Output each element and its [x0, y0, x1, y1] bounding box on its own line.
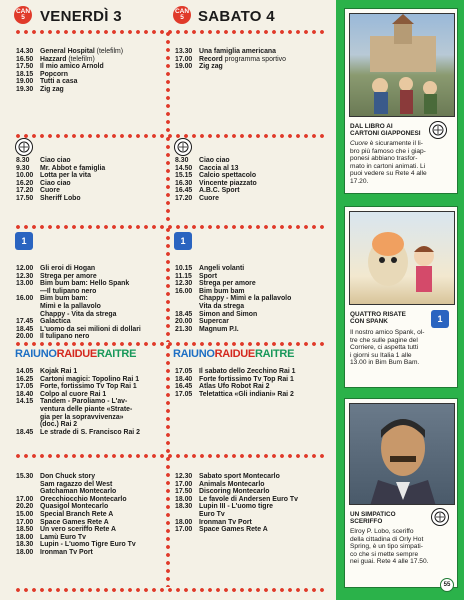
card1-title: DAL LIBRO AI CARTONI GIAPPONESI — [350, 123, 421, 137]
schedule-program: Colpo al cuore Rai 1 — [40, 390, 107, 398]
schedule-program: Cuore — [199, 194, 219, 202]
schedule-program: Lotta per la vita — [40, 172, 91, 180]
schedule-time — [16, 288, 40, 296]
schedule-program: Kojak Rai 1 — [40, 368, 78, 375]
schedule-row — [175, 48, 325, 56]
schedule-row — [175, 273, 327, 281]
schedule-row — [175, 180, 325, 188]
separator-vert-3 — [166, 226, 170, 342]
schedule-time: 18.30 — [16, 541, 34, 549]
schedule-program: L'uomo da sei milioni di dollari — [40, 325, 141, 333]
schedule-program: Le strade di S. Francisco Rai 2 — [40, 428, 140, 436]
schedule-time: 17.45 — [16, 318, 34, 326]
schedule-program: (doc.) Rai 2 — [40, 421, 78, 429]
schedule-row — [16, 172, 166, 180]
separator-vert-4 — [166, 343, 170, 455]
schedule-time: 10.15 — [175, 265, 193, 272]
schedule-program: General Hospital (telefilm) — [40, 48, 124, 55]
schedule-row — [175, 376, 327, 384]
schedule-row — [16, 549, 168, 557]
schedule-program: Animals Montecarlo — [199, 480, 265, 488]
schedule-row — [16, 311, 168, 319]
schedule-program: Orecchiocchio Montecarlo — [40, 495, 127, 503]
schedule-program: —Il tulipano nero — [40, 287, 97, 295]
card3-text-line: nei guai. Rete 4 alle 17.50. — [350, 558, 429, 566]
schedule-program: Una famiglia americana — [199, 48, 276, 55]
schedule-program: Space Games Rete A — [40, 518, 109, 526]
schedule-program: Sheriff Lobo — [40, 194, 81, 202]
schedule-program: Vincente piazzato — [199, 179, 257, 187]
schedule-row — [16, 78, 166, 86]
schedule-program: Tutti a casa — [40, 78, 78, 86]
schedule-time: 9.30 — [16, 164, 30, 172]
schedule-program: Simon and Simon — [199, 310, 258, 318]
schedule-row — [175, 311, 327, 319]
schedule-program: Caccia al 13 — [199, 164, 239, 172]
schedule-program: Cartoni magici: Topolino Rai 1 — [40, 375, 140, 383]
schedule-row — [16, 326, 168, 334]
it1-saturday-list — [175, 265, 327, 333]
schedule-row — [16, 503, 168, 511]
ch5-friday-list — [16, 48, 166, 94]
spank-cartoon-image — [349, 211, 455, 305]
card3-euro-logo-icon — [431, 508, 449, 526]
card3-text-line: della cittadina di Orly Hot — [350, 535, 424, 543]
schedule-program: Sport — [199, 272, 217, 280]
schedule-program: Tandem - Paroliamo - L'av- — [40, 398, 128, 406]
schedule-time — [16, 488, 40, 496]
schedule-program: Strega per amore — [199, 280, 256, 288]
schedule-row — [16, 180, 166, 188]
schedule-program: Magnum P.I. — [199, 325, 239, 333]
schedule-program: Teletattica «Gli indiani» Rai 2 — [199, 390, 294, 398]
schedule-time: 17.00 — [16, 518, 34, 526]
schedule-program: Bim bum bam — [199, 287, 245, 295]
card-spank — [344, 206, 458, 388]
schedule-program: Don Chuck story — [40, 473, 96, 480]
schedule-time: 17.20 — [16, 187, 34, 195]
schedule-time: 17.05 — [16, 383, 34, 391]
card1-text-line: ponesi abbiano trasfor- — [350, 155, 418, 163]
card-lobo — [344, 398, 458, 588]
schedule-time — [16, 414, 40, 422]
schedule-time: 16.30 — [175, 179, 193, 187]
schedule-row — [16, 511, 168, 519]
schedule-program: Chappy - Mimì e la pallavolo — [199, 295, 292, 303]
schedule-time: 8.30 — [175, 157, 189, 164]
schedule-program: Mr. Abbot e famiglia — [40, 164, 106, 172]
schedule-time: 17.50 — [16, 63, 34, 71]
schedule-row — [16, 383, 168, 391]
schedule-time: 16.50 — [16, 55, 34, 63]
card2-text-line: 13.00 in Bim Bum Bam. — [350, 359, 420, 367]
schedule-program: Special Branch Rete A — [40, 510, 114, 518]
schedule-row — [175, 511, 327, 519]
schedule-row — [16, 473, 168, 481]
separator-vert-2 — [166, 135, 170, 225]
schedule-time: 16.25 — [16, 375, 34, 383]
schedule-row — [175, 526, 327, 534]
schedule-row — [175, 318, 327, 326]
schedule-note: (telefilm) — [94, 48, 124, 55]
schedule-row — [16, 368, 168, 376]
schedule-time: 17.00 — [16, 495, 34, 503]
schedule-row — [16, 496, 168, 504]
schedule-row — [175, 187, 325, 195]
schedule-time: 8.30 — [16, 157, 30, 164]
schedule-row — [175, 368, 327, 376]
schedule-program: Space Games Rete A — [199, 526, 268, 534]
channel5-logo-icon: CAN 5 — [14, 6, 32, 24]
schedule-row — [16, 526, 168, 534]
schedule-program: Lupin III - L'uomo tigre — [199, 503, 273, 511]
schedule-program: Gli eroi di Hogan — [40, 265, 96, 272]
schedule-program: Chappy - Vita da strega — [40, 310, 117, 318]
schedule-row — [175, 280, 327, 288]
separator-bottom — [14, 586, 324, 594]
card2-text — [350, 329, 456, 367]
schedule-time: 18.40 — [16, 390, 34, 398]
schedule-time: 17.00 — [175, 480, 193, 488]
mc-friday-list — [16, 473, 168, 557]
schedule-time — [16, 406, 40, 414]
schedule-row — [16, 157, 166, 165]
schedule-time: 12.30 — [175, 280, 193, 288]
schedule-time — [175, 511, 199, 519]
schedule-row — [16, 265, 168, 273]
schedule-time: 17.50 — [16, 194, 34, 202]
schedule-program: A.B.C. Sport — [199, 187, 240, 195]
schedule-time: 20.00 — [16, 333, 34, 341]
schedule-time: 11.15 — [175, 272, 192, 280]
card1-text-line: mato in cartoni animati. Li — [350, 162, 426, 170]
card3-text — [350, 528, 456, 566]
schedule-row — [16, 86, 166, 94]
schedule-row — [16, 406, 168, 414]
card2-text-line: tre che sulle pagine del — [350, 336, 418, 344]
card3-text-line: Elroy P. Lobo, sceriffo — [350, 528, 414, 535]
schedule-time: 14.50 — [175, 164, 193, 172]
schedule-program: Supercar — [199, 318, 229, 326]
schedule-row — [175, 488, 327, 496]
schedule-row — [175, 295, 327, 303]
schedule-row — [175, 496, 327, 504]
schedule-program: Ironman Tv Port — [40, 548, 93, 556]
schedule-row — [16, 165, 166, 173]
schedule-row — [16, 414, 168, 422]
schedule-time — [175, 303, 199, 311]
card1-text-line: Cuore è sicuramente il li- — [350, 140, 423, 147]
rai-saturday-list — [175, 368, 327, 398]
schedule-program: Atlas Ufo Robot Rai 2 — [199, 383, 270, 391]
it1-friday-list — [16, 265, 168, 341]
schedule-row — [175, 473, 327, 481]
euro-saturday-list — [175, 157, 325, 203]
schedule-time — [16, 421, 40, 429]
schedule-time: 17.20 — [175, 194, 193, 202]
ch5-saturday-list — [175, 48, 325, 71]
schedule-program: Bim bum bam: — [40, 295, 88, 303]
euro-tv-logo-icon-right — [174, 138, 192, 156]
day-title-saturday: SABATO 4 — [198, 8, 275, 25]
schedule-program: Zig zag — [40, 85, 64, 93]
card3-text-line: co che si mette sempre — [350, 550, 419, 558]
schedule-row — [16, 488, 168, 496]
schedule-time: 13.00 — [16, 280, 34, 288]
sheriff-lobo-photo — [349, 403, 455, 505]
page-number: 55 — [440, 578, 454, 592]
schedule-program: Il tulipano nero — [40, 333, 90, 341]
schedule-row — [16, 63, 166, 71]
schedule-row — [175, 56, 325, 64]
schedule-program: Discoring Montecarlo — [199, 488, 270, 496]
schedule-program: Galactica — [40, 318, 71, 326]
schedule-time: 18.45 — [16, 428, 34, 436]
schedule-row — [175, 172, 325, 180]
schedule-row — [175, 195, 325, 203]
separator-vert-1 — [166, 30, 170, 134]
card-cuore — [344, 8, 458, 194]
schedule-time: 17.05 — [175, 390, 193, 398]
schedule-program: Forte, fortissimo Tv Top Rai 1 — [40, 383, 137, 391]
schedule-time: 16.00 — [16, 295, 34, 303]
separator-vert-5 — [166, 455, 170, 587]
schedule-time — [16, 311, 40, 319]
schedule-program: Gatchaman Montecarlo — [40, 488, 117, 496]
schedule-program: gia per la sopravvivenza» — [40, 413, 124, 421]
schedule-time: 18.45 — [16, 325, 34, 333]
schedule-program: Strega per amore — [40, 272, 97, 280]
card1-text — [350, 140, 456, 186]
schedule-program: Zig zag — [199, 63, 223, 71]
schedule-time: 18.15 — [16, 70, 34, 78]
schedule-program: Hazzard (telefilm) — [40, 55, 95, 63]
schedule-program: Ciao ciao — [199, 157, 230, 164]
schedule-row — [175, 265, 327, 273]
card2-title: QUATTRO RISATE CON SPANK — [350, 311, 406, 325]
schedule-row — [175, 519, 327, 527]
schedule-time: 18.00 — [16, 533, 34, 541]
schedule-time: 18.00 — [16, 548, 34, 556]
schedule-row — [16, 481, 168, 489]
schedule-time: 17.00 — [175, 55, 193, 63]
schedule-row — [175, 503, 327, 511]
schedule-program: Quasigol Montecarlo — [40, 503, 109, 511]
schedule-time: 16.20 — [16, 179, 34, 187]
schedule-row — [175, 165, 325, 173]
schedule-time: 15.00 — [16, 510, 34, 518]
schedule-row — [16, 303, 168, 311]
schedule-time: 14.30 — [16, 48, 34, 55]
card1-text-line: puoi vedere su Rete 4 alle — [350, 170, 427, 178]
sidebar — [336, 0, 464, 600]
schedule-program: Mimì e la pallavolo — [40, 302, 101, 310]
schedule-time: 13.30 — [175, 48, 193, 55]
schedule-row — [16, 376, 168, 384]
rai-logo-left: RAIUNORAIDUERAITRE — [15, 348, 137, 360]
italia1-logo-icon-right: 1 — [174, 232, 192, 250]
schedule-row — [16, 48, 166, 56]
cuore-cartoon-image — [349, 13, 455, 117]
italia1-logo-icon: 1 — [15, 232, 33, 250]
schedule-row — [16, 280, 168, 288]
schedule-row — [175, 481, 327, 489]
schedule-row — [175, 288, 327, 296]
schedule-time: 17.50 — [175, 488, 193, 496]
schedule-program: Lamù Euro Tv — [40, 533, 86, 541]
schedule-program: Cuore — [40, 187, 60, 195]
schedule-row — [175, 63, 325, 71]
schedule-program: Ciao ciao — [40, 157, 71, 164]
schedule-program: Il mio amico Arnold — [40, 63, 104, 71]
schedule-row — [16, 429, 168, 437]
schedule-time — [16, 481, 40, 489]
schedule-program: ventura delle piante «Strate- — [40, 405, 133, 413]
schedule-program: Popcorn — [40, 70, 68, 78]
card1-euro-logo-icon — [429, 121, 447, 139]
schedule-program: Bim bum bam: Hello Spank — [40, 280, 130, 288]
schedule-row — [16, 56, 166, 64]
schedule-time: 17.05 — [175, 368, 193, 375]
schedule-row — [16, 534, 168, 542]
schedule-time — [175, 295, 199, 303]
schedule-row — [175, 391, 327, 399]
schedule-time: 18.00 — [175, 518, 193, 526]
schedule-time: 16.45 — [175, 383, 193, 391]
schedule-time: 16.00 — [175, 287, 193, 295]
schedule-time: 15.30 — [16, 473, 34, 480]
schedule-time: 19.00 — [16, 78, 34, 86]
card2-text-line: i giorni su Italia 1 alle — [350, 351, 412, 359]
schedule-time: 18.50 — [16, 526, 34, 534]
schedule-program: Le favole di Andersen Euro Tv — [199, 495, 298, 503]
schedule-row — [16, 541, 168, 549]
schedule-program: Euro Tv — [199, 510, 225, 518]
schedule-program: Un vero sceriffo Rete A — [40, 526, 116, 534]
schedule-program: Sabato sport Montecarlo — [199, 473, 280, 480]
schedule-program: Ironman Tv Port — [199, 518, 252, 526]
schedule-row — [16, 71, 166, 79]
schedule-note: programma sportivo — [222, 55, 286, 63]
card2-text-line: Il nostro amico Spank, ol- — [350, 329, 425, 336]
schedule-time: 19.30 — [16, 85, 34, 93]
euro-friday-list — [16, 157, 166, 203]
schedule-row — [16, 421, 168, 429]
schedule-note: (telefilm) — [66, 55, 95, 63]
schedule-program: Record programma sportivo — [199, 55, 286, 63]
mc-saturday-list — [175, 473, 327, 534]
schedule-program: Calcio spettacolo — [199, 172, 257, 180]
schedule-time — [16, 303, 40, 311]
rai-friday-list — [16, 368, 168, 436]
schedule-program: Angeli volanti — [199, 265, 245, 272]
card1-text-line: bro più famoso che i giap- — [350, 147, 426, 155]
schedule-time: 18.00 — [175, 495, 193, 503]
schedule-row — [16, 187, 166, 195]
schedule-program: Vita da strega — [199, 302, 245, 310]
schedule-row — [175, 157, 325, 165]
card1-text-line: 17.20. — [350, 177, 369, 185]
schedule-row — [175, 383, 327, 391]
schedule-row — [16, 295, 168, 303]
schedule-time: 21.30 — [175, 325, 193, 333]
schedule-row — [16, 318, 168, 326]
schedule-time: 18.40 — [175, 375, 193, 383]
day-title-friday: VENERDÌ 3 — [40, 8, 122, 25]
schedule-row — [16, 288, 168, 296]
card2-italia1-logo-icon: 1 — [431, 310, 449, 328]
schedule-program: Ciao ciao — [40, 179, 71, 187]
schedule-row — [16, 195, 166, 203]
schedule-program: Sam ragazzo del West — [40, 480, 113, 488]
schedule-time: 12.00 — [16, 265, 34, 272]
schedule-time: 18.30 — [175, 503, 193, 511]
euro-tv-logo-icon — [15, 138, 33, 156]
schedule-time: 10.00 — [16, 172, 34, 180]
schedule-time: 14.05 — [16, 368, 34, 375]
schedule-program: Lupin - L'uomo Tigre Euro Tv — [40, 541, 136, 549]
schedule-program: Il sabato dello Zecchino Rai 1 — [199, 368, 296, 375]
schedule-row — [175, 326, 327, 334]
schedule-time: 18.45 — [175, 310, 193, 318]
schedule-time: 17.00 — [175, 526, 193, 534]
schedule-time: 12.30 — [16, 272, 34, 280]
schedule-row — [16, 398, 168, 406]
schedule-time: 15.15 — [175, 172, 193, 180]
schedule-row — [16, 519, 168, 527]
schedule-time: 19.00 — [175, 63, 193, 71]
schedule-row — [175, 303, 327, 311]
schedule-row — [16, 391, 168, 399]
schedule-time: 12.30 — [175, 473, 193, 480]
schedule-time: 20.00 — [175, 318, 193, 326]
schedule-time: 16.45 — [175, 187, 193, 195]
card3-text-line: Spring, è un tipo simpati- — [350, 543, 423, 551]
schedule-time: 20.20 — [16, 503, 34, 511]
schedule-program: Forte fortissimo Tv Top Rai 1 — [199, 375, 294, 383]
card3-title: UN SIMPATICO SCERIFFO — [350, 511, 396, 525]
schedule-time: 14.15 — [16, 398, 34, 406]
card2-text-line: Corriere, ci aspetta tutti — [350, 344, 419, 352]
schedule-row — [16, 273, 168, 281]
channel5-logo-icon-right: CAN 5 — [173, 6, 191, 24]
rai-logo-right: RAIUNORAIDUERAITRE — [173, 348, 295, 360]
